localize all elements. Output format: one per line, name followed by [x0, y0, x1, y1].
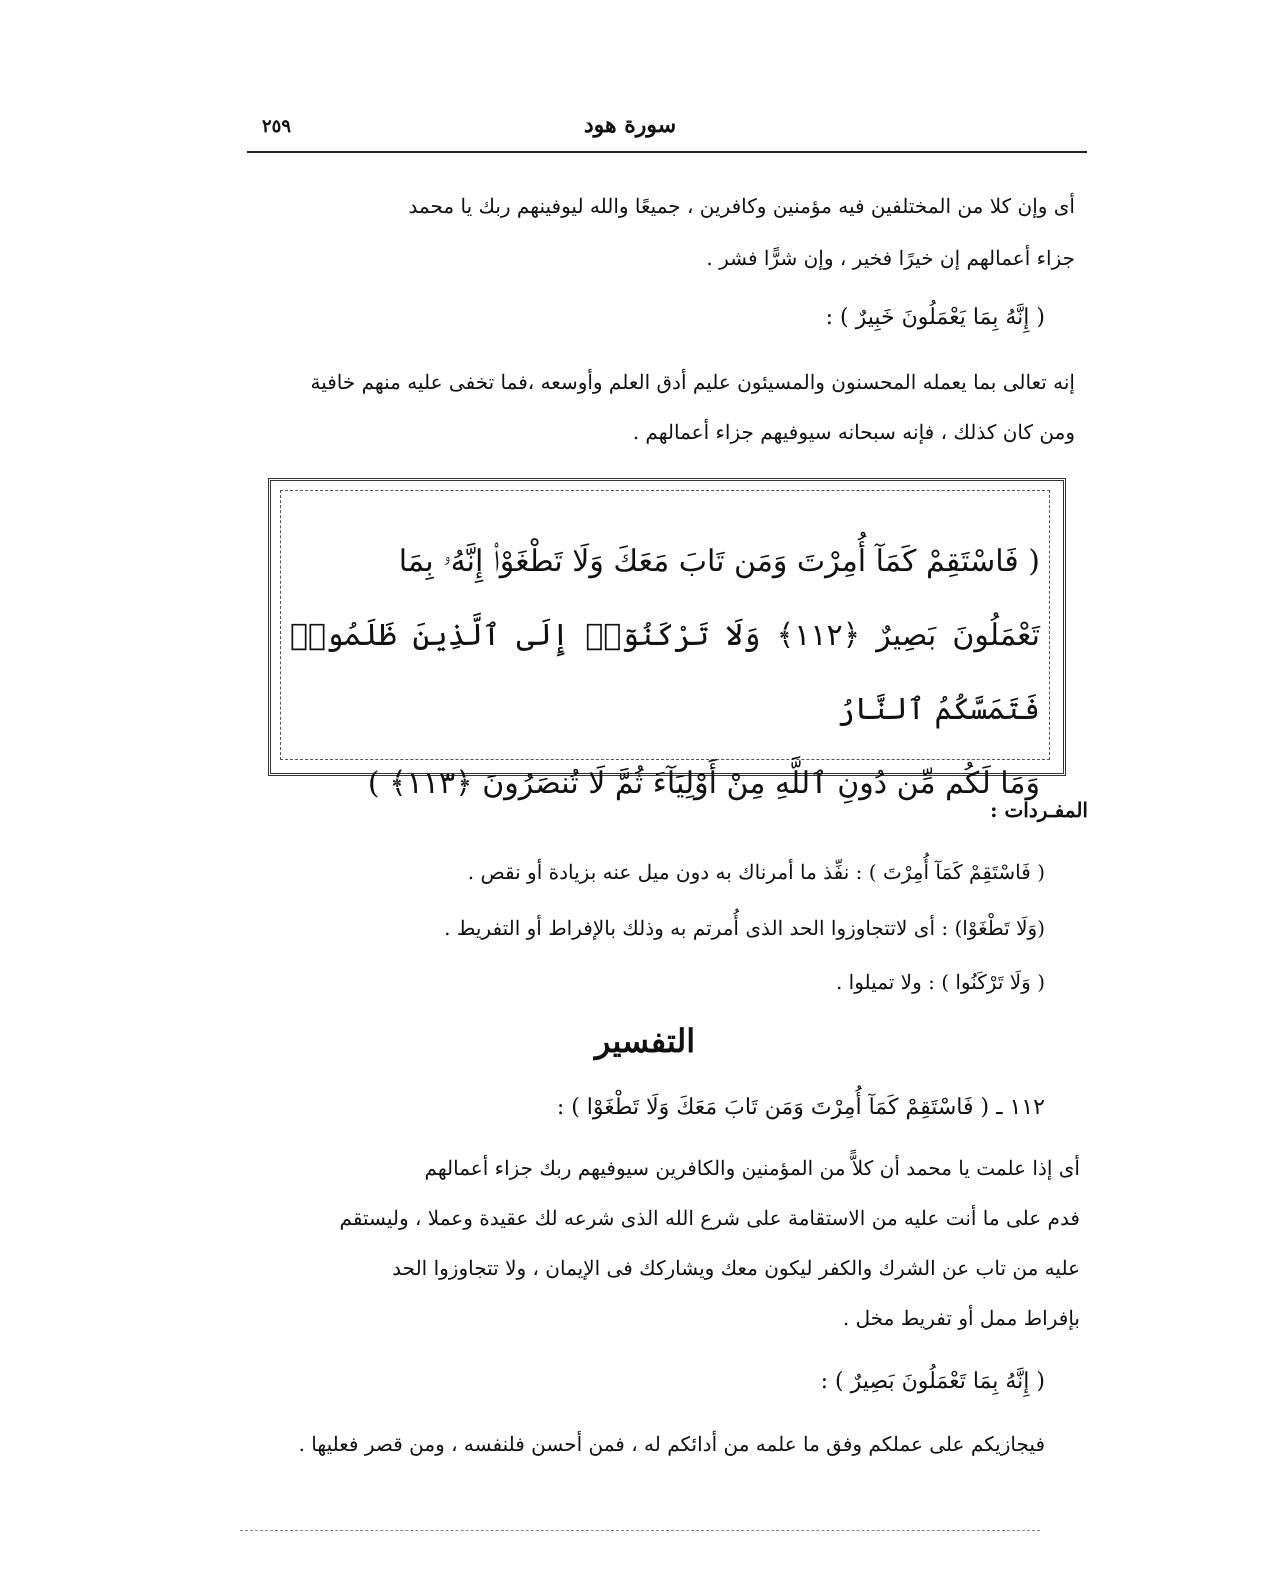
vocab-item: (وَلَا تَطْغَوْا) : أى لاتتجاوزوا الحد الذى أُمرتم به وذلك بالإفراط أو التفريط .	[444, 916, 1045, 940]
vocab-item: ( وَلَا تَرْكَنُوا ) : ولا تميلوا .	[835, 970, 1045, 994]
tafsir-heading: التفسير	[594, 1022, 696, 1060]
header-rule	[247, 151, 1087, 153]
tafsir-paragraph-line: بإفراط ممل أو تفريط مخل .	[842, 1306, 1080, 1330]
intro-paragraph-line: أى وإن كلا من المختلفين فيه مؤمنين وكافرين ، جميعًا والله ليوفينهم ربك يا محمد	[408, 194, 1075, 218]
verse-reference: ١١٢ ـ ( فَاسْتَقِمْ كَمَآ أُمِرْتَ وَمَن تَابَ مَعَكَ وَلَا تَطْغَوْا ) :	[556, 1095, 1045, 1120]
intro-paragraph-line: جزاء أعمالهم إن خيرًا فخير ، وإن شرًّا فشر .	[706, 246, 1075, 270]
quran-line: ( فَاسْتَقِمْ كَمَآ أُمِرْتَ وَمَن تَابَ مَعَكَ وَلَا تَطْغَوْا۟ إِنَّهُۥ بِمَا	[398, 544, 1040, 579]
tafsir-paragraph-line: فدم على ما أنت عليه من الاستقامة على شرع الله الذى شرعه لك عقيدة وعملا ، وليستقم	[339, 1206, 1080, 1230]
quran-line: وَمَا لَكُم مِّن دُونِ ٱللَّهِ مِنْ أَوْلِيَآءَ ثُمَّ لَا تُنصَرُونَ ﴿١١٣﴾ )	[367, 766, 1040, 801]
quran-line: تَعْمَلُونَ بَصِيرٌ ﴿١١٢﴾ وَلَا تَرْكَنُوٓا۟ إِلَى ٱلَّذِينَ ظَلَمُوا۟ فَتَمَسَّكُمُ ٱلنَّارُ	[290, 618, 1040, 727]
vocab-heading: المفـردات :	[990, 798, 1088, 822]
verse-quote: ( إِنَّهُ بِمَا يَعْمَلُونَ خَبِيرٌ ) :	[825, 305, 1045, 330]
verse-quote: ( إِنَّهُ بِمَا تَعْمَلُونَ بَصِيرٌ ) :	[820, 1369, 1045, 1394]
intro-paragraph-line: ومن كان كذلك ، فإنه سبحانه سيوفيهم جزاء أعمالهم .	[632, 420, 1075, 444]
tafsir-paragraph-line: فيجازيكم على عملكم وفق ما علمه من أدائكم له ، فمن أحسن فلنفسه ، ومن قصر فعليها .	[298, 1432, 1045, 1456]
page-number: ٢٥٩	[262, 116, 292, 137]
bottom-rule	[240, 1530, 1040, 1532]
vocab-item: ( فَاسْتَقِمْ كَمَآ أُمِرْتَ ) : نفِّذ ما أمرناك به دون ميل عنه بزيادة أو نقص .	[467, 860, 1045, 884]
tafsir-paragraph-line: أى إذا علمت يا محمد أن كلاًّ من المؤمنين والكافرين سيوفيهم ربك جزاء أعمالهم	[424, 1156, 1080, 1180]
tafsir-paragraph-line: عليه من تاب عن الشرك والكفر ليكون معك ويشاركك فى الإيمان ، ولا تتجاوزوا الحد	[392, 1256, 1080, 1280]
surah-title: سورة هود	[583, 112, 677, 138]
quran-text	[290, 525, 1040, 821]
intro-paragraph-line: إنه تعالى بما يعمله المحسنون والمسيئون عليم أدق العلم وأوسعه ،فما تخفى عليه منهم خافية	[310, 370, 1075, 394]
